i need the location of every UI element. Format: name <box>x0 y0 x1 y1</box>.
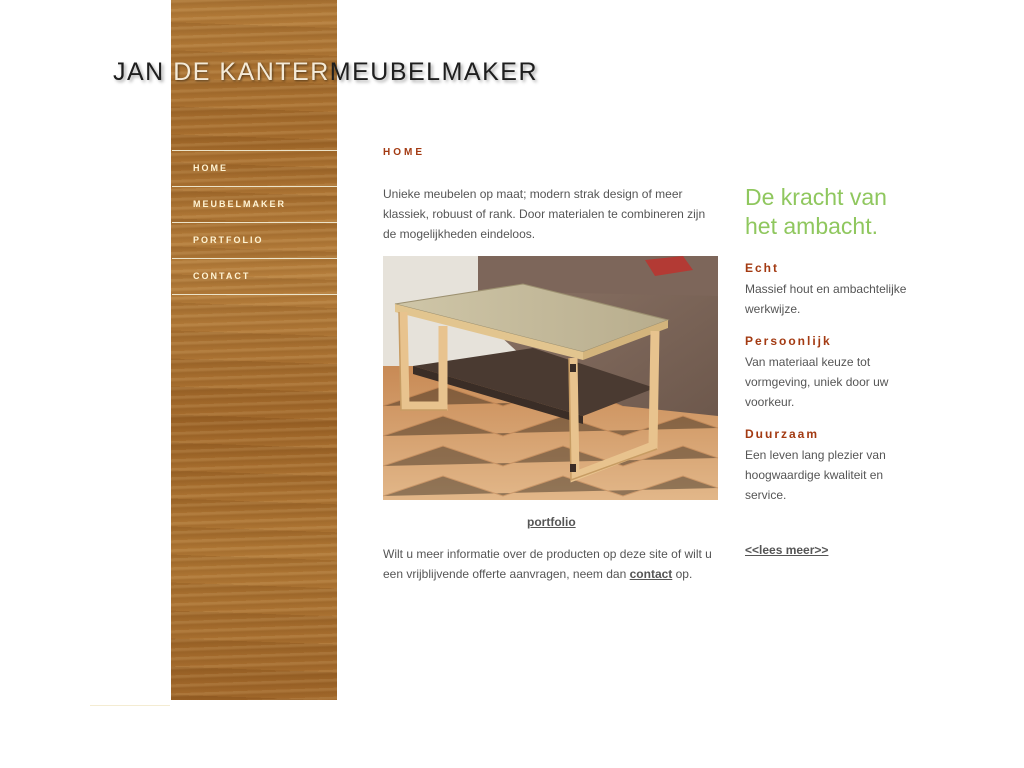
nav-item-meubelmaker[interactable]: MEUBELMAKER <box>172 186 337 222</box>
feature-text-persoonlijk: Van materiaal keuze tot vormgeving, uniek door uw voorkeur. <box>745 355 889 409</box>
nav-item-home[interactable]: HOME <box>172 150 337 186</box>
lees-meer-link[interactable]: <<lees meer>> <box>745 543 829 557</box>
contact-link[interactable]: contact <box>629 567 673 581</box>
footer-divider <box>90 705 170 706</box>
feature-text-echt: Massief hout en ambachtelijke werkwijze. <box>745 282 907 316</box>
info-text-after: op. <box>672 567 693 581</box>
sidebar-features <box>745 183 920 559</box>
coffee-table-photo <box>383 256 718 500</box>
tagline: De kracht van het ambacht. <box>745 184 887 239</box>
portfolio-link[interactable]: portfolio <box>527 515 576 529</box>
page-title: HOME <box>383 147 425 158</box>
feature-title-persoonlijk: Persoonlijk <box>745 334 832 348</box>
intro-text: Unieke meubelen op maat; modern strak design of meer klassiek, robuust of rank. Door materialen te combineren zijn de mogelijkheden eindeloos. <box>383 187 706 241</box>
nav-item-portfolio[interactable]: PORTFOLIO <box>172 222 337 258</box>
nav-item-contact[interactable]: CONTACT <box>172 258 337 295</box>
logo-profession: MEUBELMAKER <box>329 58 538 86</box>
feature-title-echt: Echt <box>745 261 780 275</box>
site-logo[interactable] <box>113 58 538 87</box>
main-navigation <box>172 150 337 295</box>
feature-text-duurzaam: Een leven lang plezier van hoogwaardige kwaliteit en service. <box>745 448 886 502</box>
logo-last-name: DE KANTER <box>173 58 330 86</box>
coffee-table-illustration <box>383 256 718 500</box>
wood-column-background <box>171 0 337 700</box>
logo-first-name: JAN <box>113 58 174 86</box>
info-text-before: Wilt u meer informatie over de producten op deze site of wilt u een vrijblijvende offerte aanvragen, neem dan <box>383 547 712 581</box>
feature-title-duurzaam: Duurzaam <box>745 427 820 441</box>
info-text <box>383 544 719 584</box>
